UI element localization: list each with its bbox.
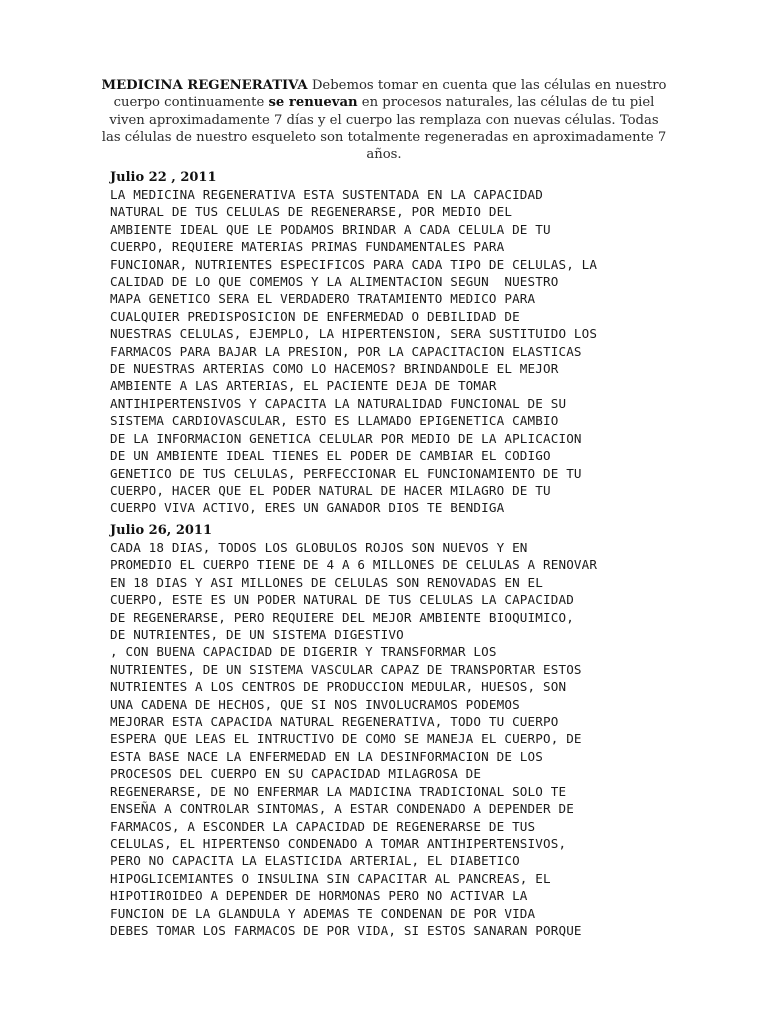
entry-line: AMBIENTE IDEAL QUE LE PODAMOS BRINDAR A CADA CELULA DE TU <box>110 221 551 237</box>
entry-line: ANTIHIPERTENSIVOS Y CAPACITA LA NATURALIDAD FUNCIONAL DE SU <box>110 395 567 411</box>
entry-line: REGENERARSE, DE NO ENFERMAR LA MADICINA TRADICIONAL SOLO TE <box>110 783 567 799</box>
entry-line: CADA 18 DIAS, TODOS LOS GLOBULOS ROJOS SON NUEVOS Y EN <box>110 540 528 555</box>
entry-date: Julio 26, 2011 <box>110 523 213 538</box>
entry-line: , CON BUENA CAPACIDAD DE DIGERIR Y TRANSFORMAR LOS <box>110 644 497 660</box>
entry-line: LA MEDICINA REGENERATIVA ESTA SUSTENTADA EN LA CAPACIDAD <box>110 187 543 202</box>
intro-title: MEDICINA REGENERATIVA <box>101 78 308 93</box>
intro-paragraph <box>100 77 668 163</box>
entry-julio-26 <box>110 522 662 939</box>
entry-line: DE NUESTRAS ARTERIAS COMO LO HACEMOS? BRINDANDOLE EL MEJOR <box>110 361 559 377</box>
entry-line: DE LA INFORMACION GENETICA CELULAR POR MEDIO DE LA APLICACION <box>110 430 582 446</box>
entry-line: PROMEDIO EL CUERPO TIENE DE 4 A 6 MILLONES DE CELULAS A RENOVAR <box>110 557 598 573</box>
entry-line: DE NUTRIENTES, DE UN SISTEMA DIGESTIVO <box>110 627 404 643</box>
entry-line: FARMACOS PARA BAJAR LA PRESION, POR LA CAPACITACION ELASTICAS <box>110 343 582 359</box>
intro-text: Debemos tomar en cuenta que las células en nuestro cuerpo continuamente <box>113 78 667 111</box>
entry-line: EN 18 DIAS Y ASI MILLONES DE CELULAS SON RENOVADAS EN EL <box>110 574 543 590</box>
entry-line: NATURAL DE TUS CELULAS DE REGENERARSE, POR MEDIO DEL <box>110 204 513 220</box>
intro-emphasis: se renuevan <box>268 95 358 111</box>
intro-text-continued: en procesos naturales, las células de tu piel viven aproximadamente 7 días y el cuerpo las remplaza con nuevas células. Todas las células de nuestro esqueleto son totalmente regeneradas en aproximadamente 7 años. <box>101 95 667 163</box>
entry-body <box>110 186 662 517</box>
entry-line: PROCESOS DEL CUERPO EN SU CAPACIDAD MILAGROSA DE <box>110 766 482 782</box>
entry-line: CALIDAD DE LO QUE COMEMOS Y LA ALIMENTACION SEGUN NUESTRO <box>110 274 559 290</box>
entry-line: ENSEÑA A CONTROLAR SINTOMAS, A ESTAR CONDENADO A DEPENDER DE <box>110 801 574 817</box>
entry-line: FARMACOS, A ESCONDER LA CAPACIDAD DE REGENERARSE DE TUS <box>110 818 536 834</box>
entry-line: CUERPO, HACER QUE EL PODER NATURAL DE HACER MILAGRO DE TU <box>110 482 551 498</box>
entry-julio-22 <box>110 169 662 517</box>
entry-line: DE UN AMBIENTE IDEAL TIENES EL PODER DE CAMBIAR EL CODIGO <box>110 448 551 464</box>
entry-date: Julio 22 , 2011 <box>110 170 217 185</box>
entry-line: MEJORAR ESTA CAPACIDA NATURAL REGENERATIVA, TODO TU CUERPO <box>110 714 559 730</box>
entry-line: PERO NO CAPACITA LA ELASTICIDA ARTERIAL, EL DIABETICO <box>110 853 520 869</box>
entry-line: SISTEMA CARDIOVASCULAR, ESTO ES LLAMADO EPIGENETICA CAMBIO <box>110 413 559 429</box>
entry-line: CUALQUIER PREDISPOSICION DE ENFERMEDAD O DEBILIDAD DE <box>110 308 520 324</box>
entry-line: CUERPO, ESTE ES UN PODER NATURAL DE TUS CELULAS LA CAPACIDAD <box>110 592 574 608</box>
entry-line: HIPOTIROIDEO A DEPENDER DE HORMONAS PERO NO ACTIVAR LA <box>110 888 528 904</box>
entry-line: GENETICO DE TUS CELULAS, PERFECCIONAR EL FUNCIONAMIENTO DE TU <box>110 465 582 481</box>
entry-line: FUNCION DE LA GLANDULA Y ADEMAS TE CONDENAN DE POR VIDA <box>110 905 536 921</box>
entry-line: ESPERA QUE LEAS EL INTRUCTIVO DE COMO SE MANEJA EL CUERPO, DE <box>110 731 582 747</box>
entry-line: DE REGENERARSE, PERO REQUIERE DEL MEJOR AMBIENTE BIOQUIMICO, <box>110 609 574 625</box>
entry-line: DEBES TOMAR LOS FARMACOS DE POR VIDA, SI ESTOS SANARAN PORQUE <box>110 922 582 938</box>
entry-line: NUESTRAS CELULAS, EJEMPLO, LA HIPERTENSION, SERA SUSTITUIDO LOS <box>110 326 598 342</box>
entry-line: AMBIENTE A LAS ARTERIAS, EL PACIENTE DEJA DE TOMAR <box>110 378 497 394</box>
entry-line: FUNCIONAR, NUTRIENTES ESPECIFICOS PARA CADA TIPO DE CELULAS, LA <box>110 256 598 272</box>
entry-body <box>110 539 662 939</box>
entry-line: NUTRIENTES A LOS CENTROS DE PRODUCCION MEDULAR, HUESOS, SON <box>110 679 567 695</box>
entry-line: ESTA BASE NACE LA ENFERMEDAD EN LA DESINFORMACION DE LOS <box>110 748 543 764</box>
entry-line: CELULAS, EL HIPERTENSO CONDENADO A TOMAR ANTIHIPERTENSIVOS, <box>110 835 567 851</box>
entry-line: CUERPO, REQUIERE MATERIAS PRIMAS FUNDAMENTALES PARA <box>110 239 505 255</box>
entry-line: MAPA GENETICO SERA EL VERDADERO TRATAMIENTO MEDICO PARA <box>110 291 536 307</box>
entry-line: CUERPO VIVA ACTIVO, ERES UN GANADOR DIOS TE BENDIGA <box>110 500 505 516</box>
entry-line: UNA CADENA DE HECHOS, QUE SI NOS INVOLUCRAMOS PODEMOS <box>110 696 520 712</box>
entry-line: HIPOGLICEMIANTES O INSULINA SIN CAPACITAR AL PANCREAS, EL <box>110 870 551 886</box>
entry-line: NUTRIENTES, DE UN SISTEMA VASCULAR CAPAZ DE TRANSPORTAR ESTOS <box>110 661 582 677</box>
